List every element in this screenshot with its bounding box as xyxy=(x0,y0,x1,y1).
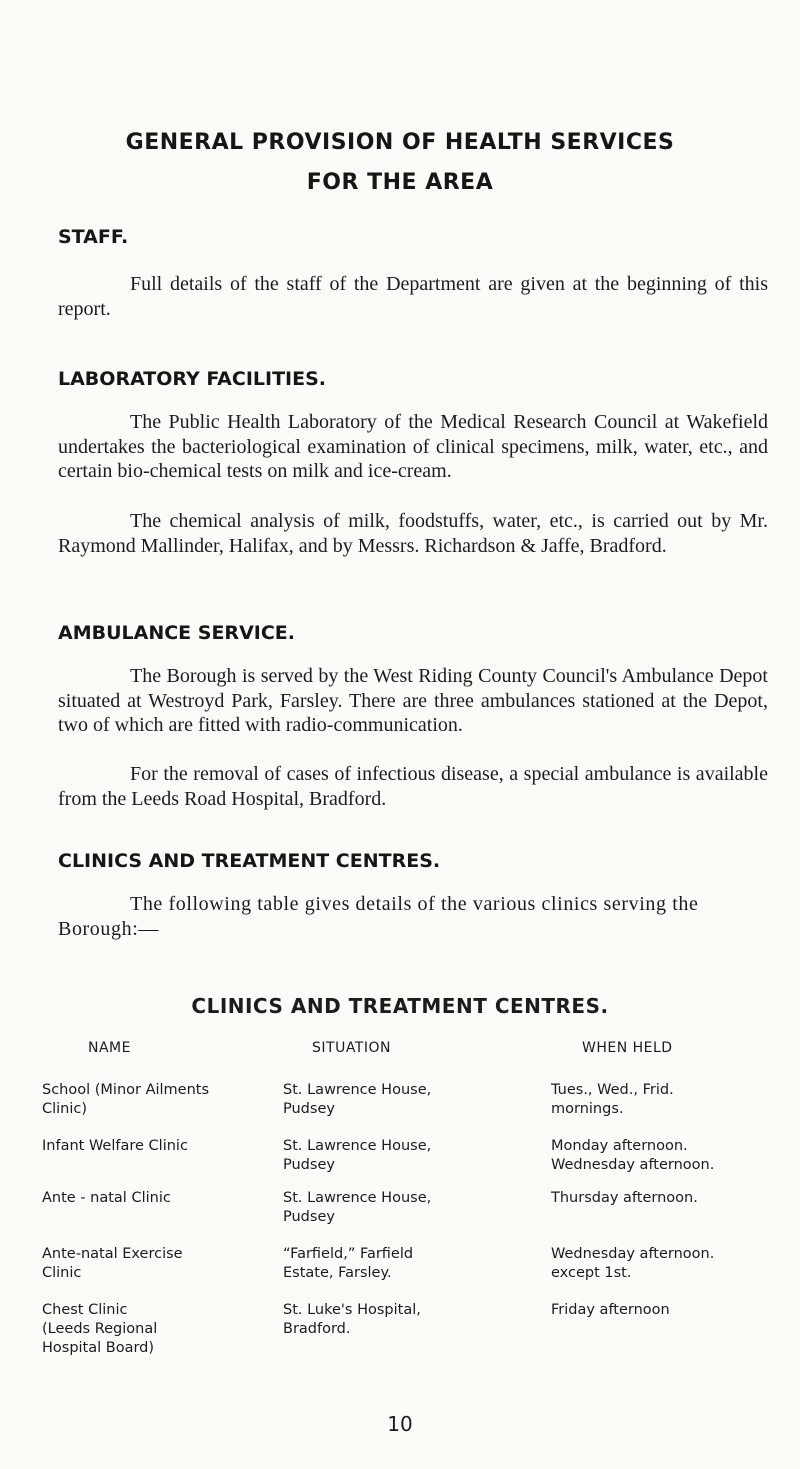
column-header-situation: SITUATION xyxy=(312,1040,391,1056)
cell-name: Infant Welfare Clinic xyxy=(42,1138,188,1154)
cell-when-held: Wednesday afternoon. except 1st. xyxy=(551,1246,715,1281)
column-header-when-held: WHEN HELD xyxy=(582,1040,673,1056)
cell-when-held: Thursday afternoon. xyxy=(551,1190,698,1206)
document-title: GENERAL PROVISION OF HEALTH SERVICES xyxy=(125,130,675,155)
cell-when-held: Monday afternoon. Wednesday afternoon. xyxy=(551,1138,715,1173)
cell-situation: St. Lawrence House, Pudsey xyxy=(283,1190,432,1225)
column-header-name: NAME xyxy=(88,1040,131,1056)
cell-name: Ante - natal Clinic xyxy=(42,1190,171,1206)
ambulance-paragraph-2: For the removal of cases of infectious disease, a special ambulance is available from the Leeds Road Hospital, Bradford. xyxy=(58,763,768,810)
table-title: CLINICS AND TREATMENT CENTRES. xyxy=(191,994,609,1018)
document-subtitle: FOR THE AREA xyxy=(306,170,494,195)
laboratory-paragraph-1: The Public Health Laboratory of the Medical Research Council at Wakefield undertakes the bacteriological examination of clinical specimens, milk, water, etc., and certain bio-chemical tests on milk and ice-cream. xyxy=(58,411,768,482)
cell-name: School (Minor Ailments Clinic) xyxy=(42,1082,210,1117)
staff-paragraph: Full details of the staff of the Department are given at the beginning of this report. xyxy=(58,273,768,320)
cell-when-held: Friday afternoon xyxy=(551,1302,670,1318)
cell-situation: St. Lawrence House, Pudsey xyxy=(283,1082,432,1117)
cell-situation: St. Luke's Hospital, Bradford. xyxy=(283,1302,421,1337)
laboratory-paragraph-2: The chemical analysis of milk, foodstuffs, water, etc., is carried out by Mr. Raymond Mallinder, Halifax, and by Messrs. Richardson & Jaffe, Bradford. xyxy=(58,510,768,557)
clinics-heading: CLINICS AND TREATMENT CENTRES. xyxy=(58,850,441,872)
cell-situation: “Farfield,” Farfield Estate, Farsley. xyxy=(283,1246,414,1281)
page-number: 10 xyxy=(387,1412,413,1436)
clinics-paragraph: The following table gives details of the various clinics serving the Borough:— xyxy=(58,893,699,940)
staff-heading: STAFF. xyxy=(58,226,129,248)
ambulance-paragraph-1: The Borough is served by the West Riding County Council's Ambulance Depot situated at Westroyd Park, Farsley. There are three ambulances stationed at the Depot, two of which are fitted with radio-communication. xyxy=(58,665,768,736)
ambulance-heading: AMBULANCE SERVICE. xyxy=(58,622,295,644)
cell-when-held: Tues., Wed., Frid. mornings. xyxy=(551,1082,674,1117)
cell-situation: St. Lawrence House, Pudsey xyxy=(283,1138,432,1173)
laboratory-heading: LABORATORY FACILITIES. xyxy=(58,368,326,390)
cell-name: Chest Clinic (Leeds Regional Hospital Board) xyxy=(42,1302,158,1356)
cell-name: Ante-natal Exercise Clinic xyxy=(42,1246,183,1281)
